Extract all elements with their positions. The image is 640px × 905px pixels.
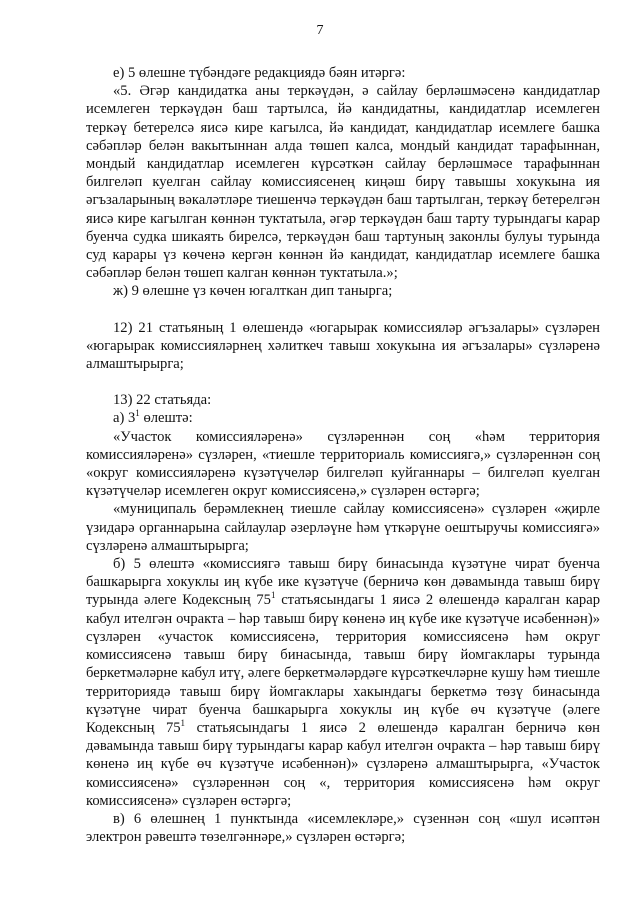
paragraph-zh: ж) 9 өлешне үз көчен югалткан дип танырга; (113, 283, 393, 300)
paragraph-e: е) 5 өлешне түбәндәге редакциядә бәян итәргә: (113, 65, 406, 81)
superscript: 1 (270, 590, 276, 601)
paragraph-item-12: 12) 21 статьяның 1 өлешендә «югарырак комиссияләр әгъзалары» сүзләрен «югарырак комиссияләрнең хәлиткеч тавыш хокукына ия әгъзалары» сүзләренә алмаштырырга; (86, 319, 600, 373)
paragraph-b-text-3: статьясындагы 1 яисә 2 өлешендә каралган берничә көн дәвамында тавыш бирү турындагы карар кабул ителгән очракта – һәр тавыш бирү көненә иң күбе өч күзәтүче исәбеннән)» сүзләренә алмаштырырга, «Участок комиссиясенә» сүзләреннән соң «, территория комиссиясенә һәм округ комиссиясенә» сүзләрен өстәргә; (86, 719, 600, 809)
superscript: 1 (180, 717, 186, 728)
paragraph-b-text-2: статьясындагы 1 яисә 2 өлешендә каралган карар кабул ителгән очракта – һәр тавыш бирү көненә иң күбе ике күзәтүче исәбеннән)» сүзләрен «участок комиссиясенә, территория комиссиясенә һәм округ комиссиясенә тавыш бирү бинасында, тавыш бирү йомгаклары турында беркетмәләрне кабул итү, әлеге беркетмәләрдәге күрсәткечләрне кушу һәм тиешле территориядә тавыш бирү йомгаклары хакындагы беркетмә төзү бинасында күзәтүне чират буенча башкарырга хокуклы иң күбе өч күзәтүче (әлеге Кодексның 75 (86, 592, 600, 736)
paragraph-a-text: а) 3 (113, 410, 136, 427)
paragraph-municipal: «муниципаль берәмлекнең тиешле сайлау комиссиясенә» сүзләрен «җирле үзидарә органнарына сайлаулар әзерләүне һәм үткәрүне оештыручы комиссиягә» сүзләренә алмаштырырга; (86, 501, 600, 554)
paragraph-part5-quote: «5. Әгәр кандидатка аны теркәүдән, ә сайлау берләшмәсенә кандидатлар исемлеген теркәүдән баш тартылса, йә кандидатны, кандидатлар исемлеген теркәү бетерелсә яисә кире кагылса, йә кандидат, кандидатлар исемлеге башка сәбәпләр белән вакытыннан алда төшеп калса, мондый кандидат тарафыннан, мондый кандидатлар исемлеген күрсәткән сайлау берләшмәсе тарафыннан билгеләп куелган сайлау комиссиясенең киңәш бирү тавышы хокукына ия әгъзаларының вәкаләтләре тиешенчә теркәүдән баш тартылган, теркәү бетерелгән яисә кире кагылган көннән туктатыла, әгәр теркәүдән баш тарту турындагы карар буенча судка шикаять бирелсә, теркәүдән баш тартуның законлы булуы турында суд карары үз көченә кергән көннән йә кандидат, кандидатлар исемлеге башка сәбәпләр белән төшеп калган көннән туктатыла.»; (86, 83, 600, 282)
page-number: 7 (316, 23, 324, 38)
paragraph-a (86, 409, 600, 427)
paragraph-b-text-1: б) 5 өлештә «комиссиягә тавыш бирү бинасында күзәтүне чират буенча башкарырга хокуклы иң күбе ике күзәтүче (берничә көн дәвамында тавыш бирү турында әлеге Кодексның 75 (86, 556, 600, 609)
paragraph-b (86, 555, 600, 810)
superscript: 1 (135, 408, 140, 419)
paragraph-a-text-end: өлештә: (139, 410, 193, 427)
paragraph-participants: «Участок комиссияләренә» сүзләреннән соң «һәм территория комиссияләренә» сүзләрен, «тиешле территориаль комиссиягә,» сүзләреннән соң «округ комиссияләренә күзәтүчеләр билгеләп куйганнары – билгеләп куелган күзәтүчеләр исемлеген округ комиссиясенә,» сүзләрен өстәргә; (86, 428, 600, 500)
paragraph-v: в) 6 өлешнең 1 пунктында «исемлекләре,» сүзеннән соң «шул исәптән электрон рәвештә төзелгәннәре,» сүзләрен өстәргә; (86, 810, 600, 846)
paragraph-item-13: 13) 22 статьяда: (113, 392, 212, 409)
document-body (86, 64, 600, 846)
